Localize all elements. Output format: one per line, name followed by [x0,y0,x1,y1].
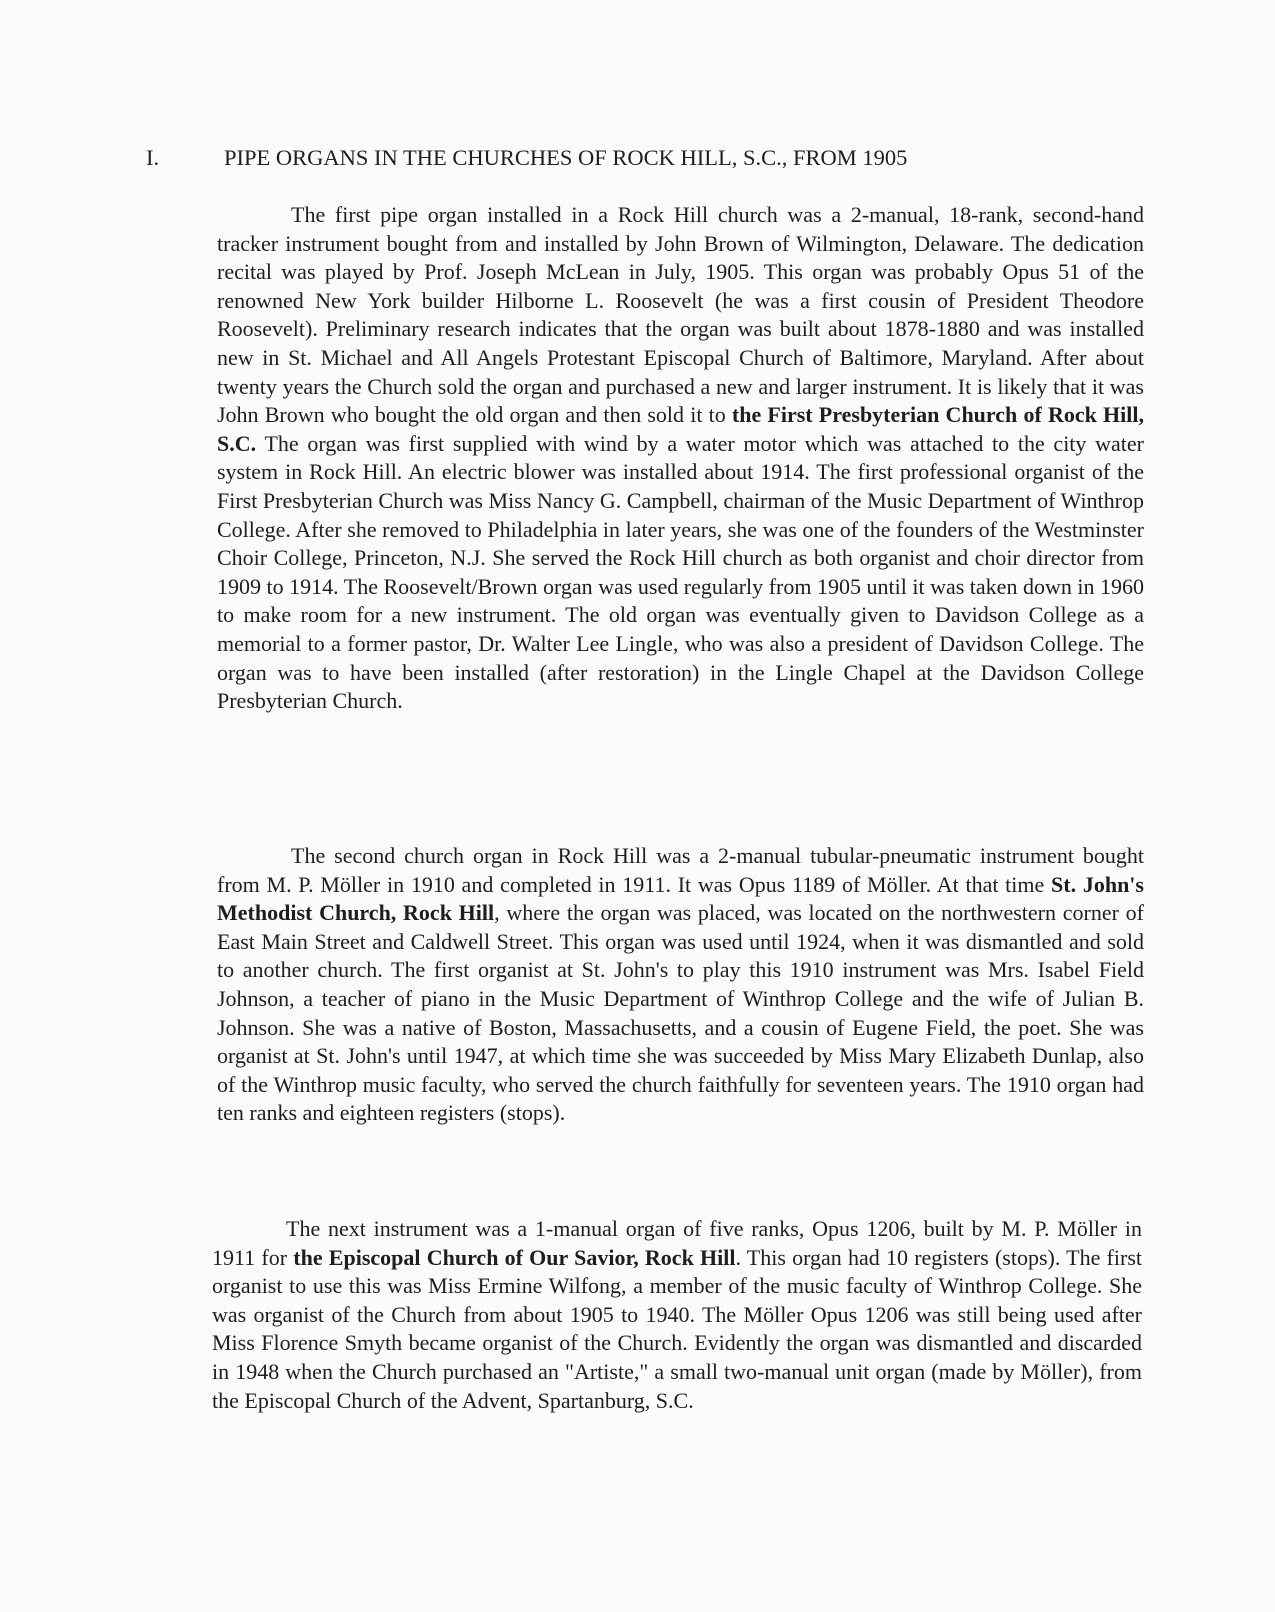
paragraph-text: The second church organ in Rock Hill was a 2-manual tubular-pneumatic instrument bought from M. P. Möller in 1910 and completed in 1911. It was Opus 1189 of Möller. At that time [217,843,1144,897]
paragraph-text: , where the organ was placed, was located on the northwestern corner of East Main Street and Caldwell Street. This organ was used until 1924, when it was dismantled and sold to another church. The first organist at St. John's to play this 1910 instrument was Mrs. Isabel Field Johnson, a teacher of piano in the Music Department of Winthrop College and the wife of Julian B. Johnson. She was a native of Boston, Massachusetts, and a cousin of Eugene Field, the poet. She was organist at St. John's until 1947, at which time she was succeeded by Miss Mary Elizabeth Dunlap, also of the Winthrop music faculty, who served the church faithfully for seventeen years. The 1910 organ had ten ranks and eighteen registers (stops). [217,900,1145,1126]
paragraph-text: The next instrument was a 1-manual organ of five ranks, Opus 1206, built by M. P. Möller in 1911 for [212,1216,1142,1270]
paragraph-first-presbyterian [217,201,1144,716]
paragraph-episcopal-our-savior [212,1215,1142,1415]
paragraph-text: . This organ had 10 registers (stops). The first organist to use this was Miss Ermine Wilfong, a member of the music faculty of Winthrop College. She was organist of the Church from about 1905 to 1940. The Möller Opus 1206 was still being used after Miss Florence Smyth became organist of the Church. Evidently the organ was dismantled and discarded in 1948 when the Church purchased an "Artiste," a small two-manual unit organ (made by Möller), from the Episcopal Church of the Advent, Spartanburg, S.C. [212,1244,1142,1413]
section-number: I. [146,145,160,170]
church-name-bold: St. John's Methodist Church, Rock Hill [217,871,1144,926]
paragraph-text: The first pipe organ installed in a Rock Hill church was a 2-manual, 18-rank, second-hand tracker instrument bought from and installed by John Brown of Wilmington, Delaware. The dedication recital was played by Prof. Joseph McLean in July, 1905. This organ was probably Opus 51 of the renowned New York builder Hilborne L. Roosevelt (he was a first cousin of President Theodore Roosevelt). Preliminary research indicates that the organ was built about 1878-1880 and was installed new in St. Michael and All Angels Protestant Episcopal Church of Baltimore, Maryland. After about twenty years the Church sold the organ and purchased a new and larger instrument. It is likely that it was John Brown who bought the old organ and then sold it to [217,202,1144,428]
church-name-bold: the Episcopal Church of Our Savior, Rock Hill [293,1244,736,1270]
paragraph-text: The organ was first supplied with wind by a water motor which was attached to the city water system in Rock Hill. An electric blower was installed about 1914. The first professional organist of the First Presbyterian Church was Miss Nancy G. Campbell, chairman of the Music Department of Winthrop College. After she removed to Philadelphia in later years, she was one of the founders of the Westminster Choir College, Princeton, N.J. She served the Rock Hill church as both organist and choir director from 1909 to 1914. The Roosevelt/Brown organ was used regularly from 1905 until it was taken down in 1960 to make room for a new instrument. The old organ was eventually given to Davidson College as a memorial to a former pastor, Dr. Walter Lee Lingle, who was also a president of Davidson College. The organ was to have been installed (after restoration) in the Lingle Chapel at the Davidson College Presbyterian Church. [217,430,1144,714]
section-title: PIPE ORGANS IN THE CHURCHES OF ROCK HILL, S.C., FROM 1905 [224,145,908,170]
paragraph-st-johns-methodist [217,842,1144,1128]
church-name-bold: the First Presbyterian Church of Rock Hill, S.C. [217,402,1144,456]
section-heading [146,143,1146,173]
